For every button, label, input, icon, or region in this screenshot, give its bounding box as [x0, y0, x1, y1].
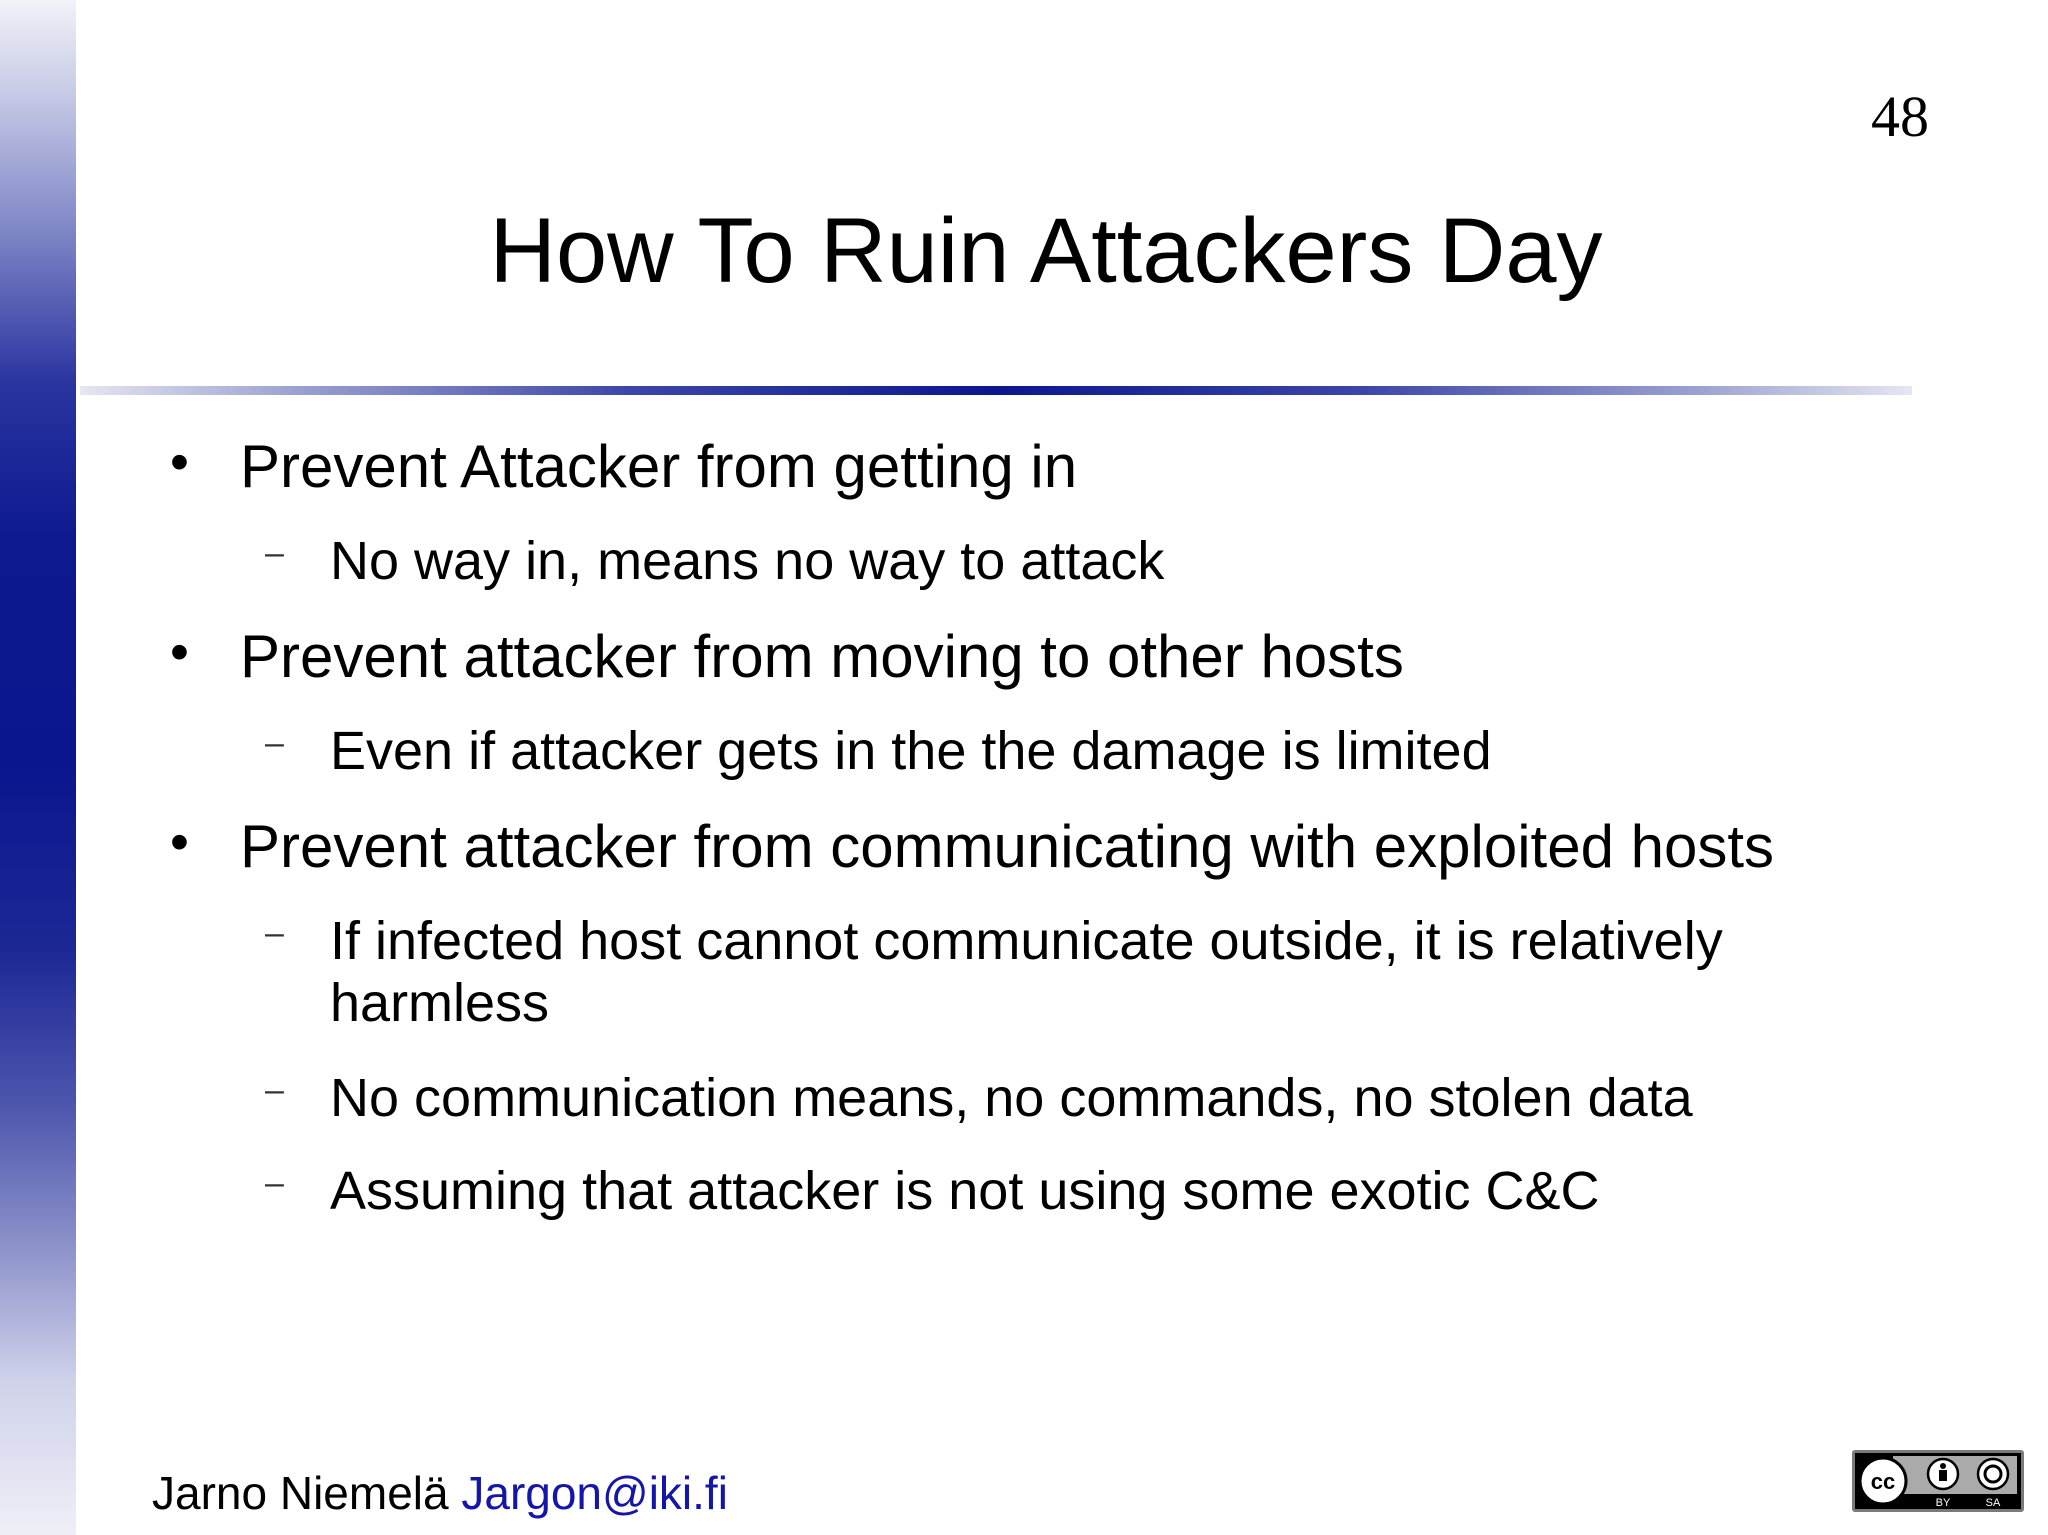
sub-bullet-text: No communication means, no commands, no stolen data	[330, 1068, 1693, 1128]
bullet-text: Prevent Attacker from getting in	[240, 433, 1078, 500]
sub-bullet-text: Even if attacker gets in the the damage is limited	[330, 721, 1492, 781]
cc-by-sa-icon	[1852, 1450, 2024, 1512]
slide-number: 48	[1871, 84, 1929, 149]
sub-bullet-text: No way in, means no way to attack	[330, 531, 1165, 591]
cc-by-sa-graphic	[1855, 1453, 2021, 1509]
badge-label: SA	[1985, 1497, 2001, 1509]
badge-label: BY	[1935, 1497, 1951, 1509]
svg-text:cc: cc	[1870, 1469, 1896, 1494]
bullet-dot-icon: •	[170, 432, 189, 492]
bullet-text: Prevent attacker from moving to other hosts	[240, 623, 1404, 690]
sub-bullet-text: If infected host cannot communicate outside, it is relatively harmless	[330, 911, 1723, 1033]
sub-bullet-text: Assuming that attacker is not using some exotic C&C	[330, 1161, 1600, 1221]
bullet-dot-icon: •	[170, 812, 189, 872]
dash-icon: –	[265, 534, 284, 572]
dash-icon: –	[265, 914, 284, 952]
dash-icon: –	[265, 724, 284, 762]
slide-title: How To Ruin Attackers Day	[489, 200, 1603, 302]
bullet-text: Prevent attacker from communicating with exploited hosts	[240, 813, 1775, 880]
footer-author	[152, 1467, 728, 1519]
dash-icon: –	[265, 1071, 284, 1109]
author-email-link[interactable]: Jargon@iki.fi	[461, 1467, 728, 1519]
author-name: Jarno Niemelä	[152, 1467, 449, 1519]
bullet-dot-icon: •	[170, 622, 189, 682]
dash-icon: –	[265, 1164, 284, 1202]
